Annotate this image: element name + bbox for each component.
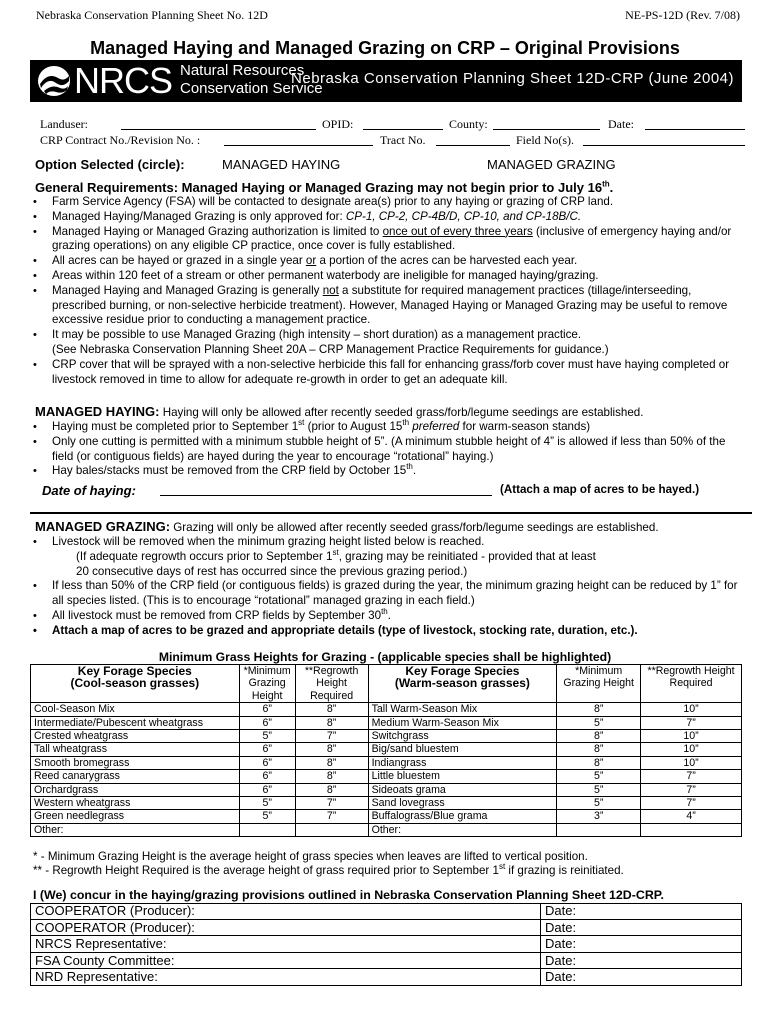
table-cell-warm: Buffalograss/Blue grama (368, 810, 557, 823)
table-row (31, 823, 742, 836)
table-cell-warm: Other: (368, 823, 557, 836)
list-item: • CRP cover that will be sprayed with a non-selective herbicide this fall for enhancing grass/forb cover must have haying completed or livestock removed in time to allow for adequate re-growth in order to get an adequate kill. (30, 358, 742, 388)
table-cell-wmin: 5” (557, 783, 641, 796)
signature-row[interactable] (30, 920, 742, 937)
table-row (31, 716, 742, 729)
haying-map-note: (Attach a map of acres to be hayed.) (500, 483, 700, 496)
warm-regrowth-header: **Regrowth Height Required (641, 665, 742, 703)
managed-grazing-list (30, 535, 742, 639)
date-of-haying-field[interactable] (160, 495, 492, 496)
list-item: • Livestock will be removed when the minimum grazing height listed below is reached. (If adequate regrowth occurs prior to September 1st, grazing may be reinitiated - provided that at least 20 consecutive days of rest has occurred since the previous grazing period.) (30, 535, 742, 579)
table-cell-cool: Cool-Season Mix (31, 703, 240, 716)
list-item: • Haying must be completed prior to September 1st (prior to August 15th preferred for warm-season stands) (30, 420, 742, 435)
table-cell-wreg (641, 823, 742, 836)
signature-row[interactable] (30, 953, 742, 970)
table-cell-cmin: 6” (239, 783, 295, 796)
table-cell-cool: Green needlegrass (31, 810, 240, 823)
table-row (31, 756, 742, 769)
table-cell-cool: Other: (31, 823, 240, 836)
county-label: County: (449, 117, 488, 131)
table-row (31, 703, 742, 716)
page-title: Managed Haying and Managed Grazing on CRP – Original Provisions (90, 38, 680, 58)
table-cell-wreg: 10” (641, 703, 742, 716)
table-cell-warm: Indiangrass (368, 756, 557, 769)
table-cell-creg: 8” (295, 783, 368, 796)
cool-season-header: Key Forage Species (Cool-season grasses) (31, 665, 240, 703)
signature-role-label: NRD Representative: (35, 969, 158, 985)
table-row (31, 770, 742, 783)
signature-date-label: Date: (540, 969, 576, 985)
signature-row[interactable] (30, 969, 742, 986)
table-cell-wmin: 5” (557, 716, 641, 729)
table-cell-wmin: 5” (557, 797, 641, 810)
nrcs-wordmark: NRCS (74, 60, 173, 101)
table-row (31, 730, 742, 743)
table-cell-creg (295, 823, 368, 836)
signature-row[interactable] (30, 903, 742, 920)
table-cell-wreg: 7” (641, 770, 742, 783)
table-cell-creg: 8” (295, 756, 368, 769)
list-item: • It may be possible to use Managed Grazing (high intensity – short duration) as a management practice. (See Nebraska Conservation Planning Sheet 20A – CRP Management Practice Requirements for guidance.) (30, 328, 742, 358)
option-label: Option Selected (circle): (35, 157, 185, 172)
table-row (31, 783, 742, 796)
table-row (31, 797, 742, 810)
option-managed-haying[interactable]: MANAGED HAYING (222, 157, 341, 172)
list-item: • All acres can be hayed or grazed in a single year or a portion of the acres can be harvested each year. (30, 254, 742, 269)
table-cell-warm: Sand lovegrass (368, 797, 557, 810)
list-item: • Only one cutting is permitted with a minimum stubble height of 5”. (A minimum stubble height of 4” is allowed if less than 50% of the field (or contiguous fields) are hayed during the year to encourage “rotational” haying.) (30, 435, 742, 465)
table-cell-wmin: 8” (557, 703, 641, 716)
signature-date-label: Date: (540, 903, 576, 919)
table-cell-cmin: 6” (239, 716, 295, 729)
signature-role-label: FSA County Committee: (35, 952, 175, 968)
agency-line-2: Conservation Service (180, 80, 323, 97)
table-cell-creg: 7” (295, 797, 368, 810)
concurrence-statement: I (We) concur in the haying/grazing provisions outlined in Nebraska Conservation Planning Sheet 12D-CRP. (33, 888, 664, 902)
table-cell-creg: 7” (295, 730, 368, 743)
table-cell-cool: Tall wheatgrass (31, 743, 240, 756)
table-cell-cmin: 6” (239, 756, 295, 769)
table-cell-cool: Reed canarygrass (31, 770, 240, 783)
table-cell-wmin (557, 823, 641, 836)
signature-row[interactable] (30, 936, 742, 953)
table-cell-cool: Orchardgrass (31, 783, 240, 796)
managed-grazing-heading: MANAGED GRAZING: Grazing will only be allowed after recently seeded grass/forb/legume seedings are established. (35, 519, 659, 534)
landuser-field[interactable] (121, 129, 316, 130)
field-no-field[interactable] (583, 145, 745, 146)
table-cell-warm: Little bluestem (368, 770, 557, 783)
table-cell-creg: 8” (295, 770, 368, 783)
tract-label: Tract No. (380, 133, 426, 147)
table-cell-wmin: 8” (557, 730, 641, 743)
date-field[interactable] (645, 129, 745, 130)
table-cell-cool: Western wheatgrass (31, 797, 240, 810)
revision-number: NE-PS-12D (Rev. 7/08) (625, 8, 740, 22)
sheet-number: Nebraska Conservation Planning Sheet No. 12D (36, 8, 268, 22)
banner-sheet-title: Nebraska Conservation Planning Sheet 12D-CRP (June 2004) (291, 70, 734, 87)
list-item: • If less than 50% of the CRP field (or contiguous fields) is grazed during the year, the minimum grazing height can be reduced by 1” for all species listed. (This is to encourage “rotational” managed grazing in each field.) (30, 579, 742, 609)
table-cell-creg: 8” (295, 703, 368, 716)
table-cell-cmin: 6” (239, 703, 295, 716)
table-cell-wreg: 10” (641, 743, 742, 756)
table-cell-cmin (239, 823, 295, 836)
list-item: • Managed Haying or Managed Grazing authorization is limited to once out of every three years (inclusive of emergency haying and/or grazing operations) on any eligible CP practice, once cover is fully established. (30, 225, 742, 255)
table-cell-cmin: 5” (239, 797, 295, 810)
table-cell-warm: Sideoats grama (368, 783, 557, 796)
table-cell-cool: Crested wheatgrass (31, 730, 240, 743)
cool-min-height-header: *Minimum Grazing Height (239, 665, 295, 703)
list-item: • Areas within 120 feet of a stream or other permanent waterbody are ineligible for managed haying/grazing. (30, 269, 742, 284)
tract-field[interactable] (436, 145, 510, 146)
grass-heights-table (30, 664, 742, 837)
managed-haying-heading: MANAGED HAYING: Haying will only be allowed after recently seeded grass/forb/legume seedings are established. (35, 404, 644, 419)
signature-date-label: Date: (540, 920, 576, 936)
cool-regrowth-header: **Regrowth Height Required (295, 665, 368, 703)
table-cell-cool: Intermediate/Pubescent wheatgrass (31, 716, 240, 729)
nrcs-logo-icon (36, 64, 72, 98)
agency-line-1: Natural Resources (180, 62, 305, 79)
table-row (31, 743, 742, 756)
county-field[interactable] (493, 129, 600, 130)
regrowth-note: ** - Regrowth Height Required is the average height of grass required prior to September 1st if grazing is reinitiated. (33, 862, 624, 877)
opid-field[interactable] (363, 129, 443, 130)
grass-table-title: Minimum Grass Heights for Grazing - (applicable species shall be highlighted) (158, 650, 612, 664)
warm-min-height-header: *Minimum Grazing Height (557, 665, 641, 703)
option-managed-grazing[interactable]: MANAGED GRAZING (487, 157, 616, 172)
list-item: • Hay bales/stacks must be removed from the CRP field by October 15th. (30, 464, 742, 479)
table-cell-wreg: 10” (641, 756, 742, 769)
table-cell-cool: Smooth bromegrass (31, 756, 240, 769)
signature-role-label: NRCS Representative: (35, 936, 167, 952)
list-item: • Managed Haying/Managed Grazing is only approved for: CP-1, CP-2, CP-4B/D, CP-10, and CP-18B/C. (30, 210, 742, 225)
list-item: • Farm Service Agency (FSA) will be contacted to designate area(s) prior to any haying or grazing of CRP land. (30, 195, 742, 210)
table-cell-creg: 8” (295, 743, 368, 756)
general-requirements-list (30, 195, 742, 387)
list-item: • Attach a map of acres to be grazed and appropriate details (type of livestock, stocking rate, duration, etc.). (30, 624, 742, 639)
table-cell-cmin: 5” (239, 730, 295, 743)
table-cell-wreg: 10” (641, 730, 742, 743)
table-cell-cmin: 6” (239, 770, 295, 783)
table-cell-warm: Big/sand bluestem (368, 743, 557, 756)
table-cell-cmin: 5” (239, 810, 295, 823)
table-cell-warm: Tall Warm-Season Mix (368, 703, 557, 716)
list-item: • All livestock must be removed from CRP fields by September 30th. (30, 609, 742, 624)
table-cell-creg: 8” (295, 716, 368, 729)
table-cell-wreg: 7” (641, 716, 742, 729)
table-cell-wmin: 3” (557, 810, 641, 823)
min-height-note: * - Minimum Grazing Height is the average height of grass species when leaves are lifted to vertical position. (33, 850, 588, 863)
table-row (31, 810, 742, 823)
table-cell-wreg: 4” (641, 810, 742, 823)
table-cell-wmin: 8” (557, 756, 641, 769)
contract-field[interactable] (224, 145, 373, 146)
table-cell-wreg: 7” (641, 797, 742, 810)
table-cell-creg: 7” (295, 810, 368, 823)
table-cell-wreg: 7” (641, 783, 742, 796)
nrcs-banner (30, 60, 742, 102)
divider (30, 512, 752, 514)
date-label: Date: (608, 117, 634, 131)
opid-label: OPID: (322, 117, 354, 131)
general-requirements-title: General Requirements: Managed Haying or Managed Grazing may not begin prior to July 16th. (35, 179, 614, 195)
field-no-label: Field No(s). (516, 133, 574, 147)
signature-role-label: COOPERATOR (Producer): (35, 919, 195, 935)
contract-label: CRP Contract No./Revision No. : (40, 133, 201, 147)
signature-date-label: Date: (540, 953, 576, 969)
table-cell-wmin: 8” (557, 743, 641, 756)
list-item: • Managed Haying and Managed Grazing is generally not a substitute for required management practices (tillage/interseeding, prescribed burning, or non-selective herbicide treatment). However, Managed Haying or Managed Grazing may be useful to remove excessive residue prior to conducting a management practice. (30, 284, 742, 328)
table-cell-cmin: 6” (239, 743, 295, 756)
table-cell-warm: Medium Warm-Season Mix (368, 716, 557, 729)
warm-season-header: Key Forage Species (Warm-season grasses) (368, 665, 557, 703)
table-cell-warm: Switchgrass (368, 730, 557, 743)
table-cell-wmin: 5” (557, 770, 641, 783)
landuser-label: Landuser: (40, 117, 88, 131)
managed-haying-list (30, 420, 742, 479)
date-of-haying-label: Date of haying: (42, 483, 136, 498)
signature-role-label: COOPERATOR (Producer): (35, 903, 195, 918)
signature-date-label: Date: (540, 936, 576, 952)
